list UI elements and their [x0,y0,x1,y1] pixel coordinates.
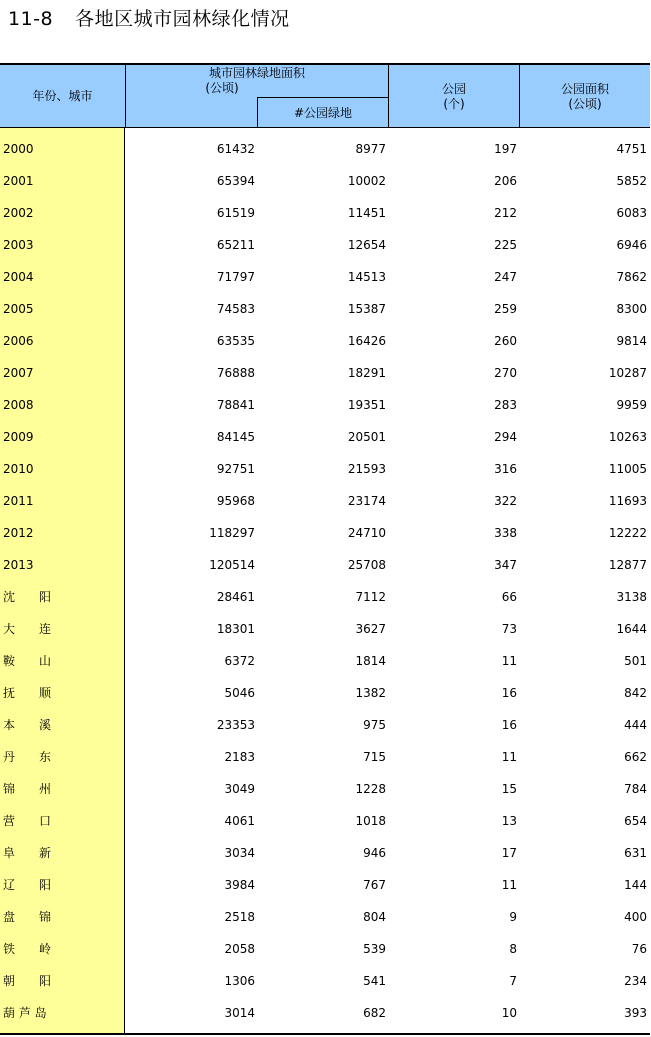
header-park-area-unit: (公顷) [568,96,602,111]
park-area-value: 842 [624,686,647,700]
row-label: 阜 新 [3,846,52,860]
table-row [0,288,650,320]
parks-count-value: 11 [501,654,517,668]
parks-count-value: 15 [501,782,517,796]
park-area-value: 631 [624,846,647,860]
green-area-value: 65394 [216,174,255,188]
table-body [0,128,650,1024]
green-area-value: 4061 [224,814,255,828]
row-label: 2005 [3,302,34,316]
park-green-value: 20501 [347,430,386,444]
park-area-value: 393 [624,1006,647,1020]
table-row [0,864,650,896]
parks-count-value: 13 [501,814,517,828]
park-area-value: 444 [624,718,647,732]
parks-count-value: 9 [509,910,517,924]
row-label: 2012 [3,526,34,540]
park-green-value: 19351 [347,398,386,412]
green-area-value: 18301 [216,622,255,636]
green-area-value: 76888 [216,366,255,380]
green-area-value: 3049 [224,782,255,796]
table-row [0,352,650,384]
parks-count-value: 11 [501,878,517,892]
row-label: 辽 阳 [3,878,52,892]
row-label: 2013 [3,558,34,572]
table-row [0,192,650,224]
row-label: 铁 岭 [3,942,52,956]
row-label: 2000 [3,142,34,156]
page-title [8,6,290,32]
green-area-value: 92751 [216,462,255,476]
green-area-value: 65211 [216,238,255,252]
parks-count-value: 10 [501,1006,517,1020]
row-label: 营 口 [3,814,52,828]
green-area-value: 118297 [209,526,255,540]
parks-count-value: 197 [494,142,517,156]
park-area-value: 784 [624,782,647,796]
table-row [0,960,650,992]
park-green-value: 25708 [347,558,386,572]
row-label: 抚 顺 [3,686,52,700]
parks-count-value: 225 [494,238,517,252]
park-green-value: 1018 [355,814,386,828]
park-area-value: 662 [624,750,647,764]
park-green-value: 21593 [347,462,386,476]
park-green-value: 23174 [347,494,386,508]
header-park-area-label: 公园面积 [560,81,609,96]
row-label: 本 溪 [3,718,52,732]
header-parks-label: 公园 [441,81,466,96]
header-green-area-label: 城市园林绿地面积 [208,66,305,80]
park-area-value: 501 [624,654,647,668]
table-title: 各地区城市园林绿化情况 [75,8,290,30]
park-green-value: 7112 [355,590,386,604]
park-green-value: 804 [363,910,386,924]
green-area-value: 5046 [224,686,255,700]
green-area-value: 71797 [216,270,255,284]
table-row [0,480,650,512]
park-green-value: 1228 [355,782,386,796]
data-table [0,63,650,1035]
header-parks-unit: (个) [443,96,465,111]
table-row [0,672,650,704]
parks-count-value: 73 [501,622,517,636]
green-area-value: 95968 [216,494,255,508]
table-row [0,736,650,768]
park-area-value: 12222 [608,526,647,540]
header-year-city-label: 年份、城市 [32,89,93,103]
header-year-city [0,65,125,128]
park-green-value: 3627 [355,622,386,636]
row-label: 大 连 [3,622,52,636]
table-row [0,832,650,864]
table-row [0,544,650,576]
park-area-value: 4751 [616,142,647,156]
green-area-value: 120514 [209,558,255,572]
table-header [0,63,650,128]
table-row [0,928,650,960]
table-row [0,512,650,544]
park-green-value: 12654 [347,238,386,252]
green-area-value: 2058 [224,942,255,956]
table-row [0,448,650,480]
parks-count-value: 347 [494,558,517,572]
park-area-value: 6083 [616,206,647,220]
parks-count-value: 66 [501,590,517,604]
table-row [0,896,650,928]
header-green-area [126,65,388,97]
row-label: 锦 州 [3,782,52,796]
table-row [0,608,650,640]
green-area-value: 84145 [216,430,255,444]
park-area-value: 7862 [616,270,647,284]
park-green-value: 15387 [347,302,386,316]
park-area-value: 1644 [616,622,647,636]
row-label: 2004 [3,270,34,284]
park-area-value: 9814 [616,334,647,348]
green-area-value: 1306 [224,974,255,988]
green-area-value: 3014 [224,1006,255,1020]
park-green-value: 715 [363,750,386,764]
park-green-value: 18291 [347,366,386,380]
park-green-value: 1382 [355,686,386,700]
park-green-value: 541 [363,974,386,988]
table-row [0,992,650,1024]
table-row [0,800,650,832]
green-area-value: 23353 [216,718,255,732]
table-row [0,416,650,448]
row-label: 2010 [3,462,34,476]
park-green-value: 10002 [347,174,386,188]
header-park-area [520,65,650,128]
parks-count-value: 212 [494,206,517,220]
green-area-value: 63535 [216,334,255,348]
park-green-value: 1814 [355,654,386,668]
park-green-value: 682 [363,1006,386,1020]
parks-count-value: 259 [494,302,517,316]
parks-count-value: 206 [494,174,517,188]
park-area-value: 76 [631,942,647,956]
green-area-value: 28461 [216,590,255,604]
park-green-value: 24710 [347,526,386,540]
park-green-value: 539 [363,942,386,956]
table-bottom-border [0,1033,650,1035]
row-label: 沈 阳 [3,590,52,604]
parks-count-value: 270 [494,366,517,380]
green-area-value: 61432 [216,142,255,156]
table-row [0,576,650,608]
park-area-value: 6946 [616,238,647,252]
green-area-value: 2518 [224,910,255,924]
green-area-value: 74583 [216,302,255,316]
table-number: 11-8 [8,8,54,30]
green-area-value: 78841 [216,398,255,412]
table-row [0,704,650,736]
park-area-value: 654 [624,814,647,828]
park-area-value: 10263 [608,430,647,444]
table-row [0,640,650,672]
park-area-value: 234 [624,974,647,988]
table-row [0,768,650,800]
parks-count-value: 260 [494,334,517,348]
table-row [0,384,650,416]
row-label: 2008 [3,398,34,412]
parks-count-value: 294 [494,430,517,444]
table-row [0,256,650,288]
park-area-value: 11693 [608,494,647,508]
header-parks [389,65,519,128]
park-green-value: 975 [363,718,386,732]
header-park-green-label: #公园绿地 [293,105,353,120]
table-row [0,128,650,160]
table-row [0,224,650,256]
header-park-green [258,98,388,128]
park-area-value: 3138 [616,590,647,604]
row-label: 2006 [3,334,34,348]
parks-count-value: 316 [494,462,517,476]
park-green-value: 11451 [347,206,386,220]
park-area-value: 11005 [608,462,647,476]
green-area-value: 3034 [224,846,255,860]
green-area-value: 61519 [216,206,255,220]
park-area-value: 9959 [616,398,647,412]
parks-count-value: 322 [494,494,517,508]
park-area-value: 10287 [608,366,647,380]
row-label: 盘 锦 [3,910,52,924]
parks-count-value: 16 [501,718,517,732]
green-area-value: 3984 [224,878,255,892]
parks-count-value: 247 [494,270,517,284]
parks-count-value: 16 [501,686,517,700]
parks-count-value: 8 [509,942,517,956]
parks-count-value: 283 [494,398,517,412]
table-row [0,160,650,192]
park-area-value: 12877 [608,558,647,572]
row-label: 丹 东 [3,750,52,764]
row-label: 2007 [3,366,34,380]
parks-count-value: 11 [501,750,517,764]
row-label: 2011 [3,494,34,508]
row-label: 葫 芦 岛 [3,1006,47,1020]
park-area-value: 144 [624,878,647,892]
park-area-value: 5852 [616,174,647,188]
park-green-value: 8977 [355,142,386,156]
green-area-value: 2183 [224,750,255,764]
green-area-value: 6372 [224,654,255,668]
row-label: 2002 [3,206,34,220]
row-label: 2001 [3,174,34,188]
parks-count-value: 7 [509,974,517,988]
parks-count-value: 338 [494,526,517,540]
parks-count-value: 17 [501,846,517,860]
park-green-value: 767 [363,878,386,892]
park-area-value: 8300 [616,302,647,316]
park-area-value: 400 [624,910,647,924]
row-label: 朝 阳 [3,974,52,988]
row-label: 2003 [3,238,34,252]
table-row [0,320,650,352]
row-label: 鞍 山 [3,654,52,668]
park-green-value: 16426 [347,334,386,348]
header-green-area-unit: (公顷) [205,81,239,95]
row-label: 2009 [3,430,34,444]
park-green-value: 14513 [347,270,386,284]
park-green-value: 946 [363,846,386,860]
